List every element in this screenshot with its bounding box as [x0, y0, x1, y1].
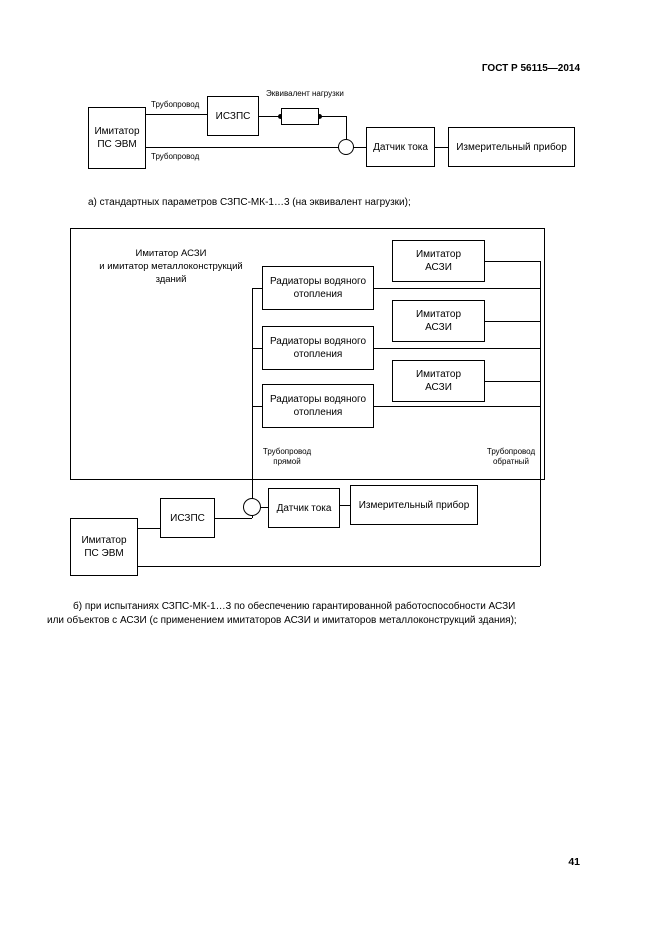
box-label: Имитатор — [415, 249, 462, 260]
box-label: Имитатор — [415, 369, 462, 380]
return-line — [138, 566, 540, 567]
box-label: ПС ЭВМ — [97, 139, 137, 150]
box-label: Датчик тока — [276, 502, 332, 514]
box-label: отопления — [293, 407, 343, 418]
pipeline-return-line — [540, 261, 541, 566]
connector-line — [435, 147, 448, 148]
connector-line — [374, 288, 540, 289]
box-label: Измерительный прибор — [358, 499, 470, 511]
connector-line — [374, 406, 540, 407]
connector-line — [261, 507, 268, 508]
box-label: АСЗИ — [425, 382, 452, 393]
load-equivalent-label: Эквивалент нагрузки — [266, 89, 344, 98]
enclosure-label-line: и имитатор металлоконструкций — [99, 261, 243, 272]
pump-circle — [243, 498, 261, 516]
box-imitator-aszi-2 — [392, 300, 485, 342]
pipeline-label-top: Трубопровод — [151, 100, 200, 109]
box-current-sensor-b — [268, 488, 340, 528]
connector-line — [318, 116, 347, 117]
connector-line — [485, 321, 540, 322]
connector-line — [374, 348, 540, 349]
box-measuring-device-b — [350, 485, 478, 525]
box-label: Радиаторы водяного — [269, 336, 367, 347]
box-label: Имитатор — [415, 309, 462, 320]
page-number: 41 — [568, 856, 580, 868]
box-radiator-1 — [262, 266, 374, 310]
connector-line — [145, 147, 339, 148]
caption-a: а) стандартных параметров СЗПС-МК-1…3 (на эквивалент нагрузки); — [88, 197, 411, 208]
connector-line — [252, 288, 262, 289]
caption-b-line-1: б) при испытаниях СЗПС-МК-1…3 по обеспечению гарантированной работоспособности АСЗИ — [73, 601, 516, 612]
box-radiator-3 — [262, 384, 374, 428]
connector-line — [145, 114, 208, 115]
box-imitator-aszi-1 — [392, 240, 485, 282]
box-imitator-ps-evm-b — [70, 518, 138, 576]
pipeline-label-bottom: Трубопровод — [151, 152, 200, 161]
box-label: Радиаторы водяного — [269, 394, 367, 405]
connector-line — [485, 381, 540, 382]
enclosure-label-line: зданий — [155, 274, 187, 285]
connector-line — [252, 348, 262, 349]
box-label: ПС ЭВМ — [84, 548, 124, 559]
box-radiator-2 — [262, 326, 374, 370]
box-imitator-aszi-3 — [392, 360, 485, 402]
connector-line — [353, 147, 366, 148]
box-current-sensor — [366, 127, 435, 167]
box-label: отопления — [293, 289, 343, 300]
pipeline-label-line: прямой — [273, 457, 301, 466]
connector-line — [340, 505, 350, 506]
box-label: АСЗИ — [425, 262, 452, 273]
caption-b-line-2: или объектов с АСЗИ (с применением имитаторов АСЗИ и имитаторов металлоконструкций здания); — [47, 615, 517, 626]
box-label: Имитатор — [94, 126, 140, 137]
box-load-equivalent — [281, 108, 319, 125]
pipeline-return-label — [477, 447, 545, 467]
pipeline-forward-line — [252, 288, 253, 518]
pipeline-label-line: обратный — [492, 457, 530, 466]
document-header: ГОСТ Р 56115—2014 — [481, 63, 580, 74]
enclosure-label — [85, 247, 257, 286]
box-label: отопления — [293, 349, 343, 360]
box-label: Датчик тока — [373, 141, 428, 153]
box-iszps-b — [160, 498, 215, 538]
box-measuring-device — [448, 127, 575, 167]
pipeline-label-line: Трубопровод — [262, 447, 312, 456]
pump-circle — [338, 139, 354, 155]
box-label: ИСЗПС — [215, 110, 251, 122]
box-label: Имитатор — [81, 535, 127, 546]
box-label: ИСЗПС — [170, 512, 205, 524]
connector-line — [138, 528, 160, 529]
connector-line — [252, 406, 262, 407]
connector-line — [485, 261, 540, 262]
connector-line — [346, 116, 347, 140]
enclosure-label-line: Имитатор АСЗИ — [135, 248, 207, 259]
box-iszps — [207, 96, 259, 136]
box-imitator-ps-evm — [88, 107, 146, 169]
box-label: Измерительный прибор — [456, 141, 567, 153]
pipeline-forward-label — [253, 447, 321, 467]
box-label: АСЗИ — [425, 322, 452, 333]
connector-line — [215, 518, 252, 519]
box-label: Радиаторы водяного — [269, 276, 367, 287]
pipeline-label-line: Трубопровод — [486, 447, 536, 456]
